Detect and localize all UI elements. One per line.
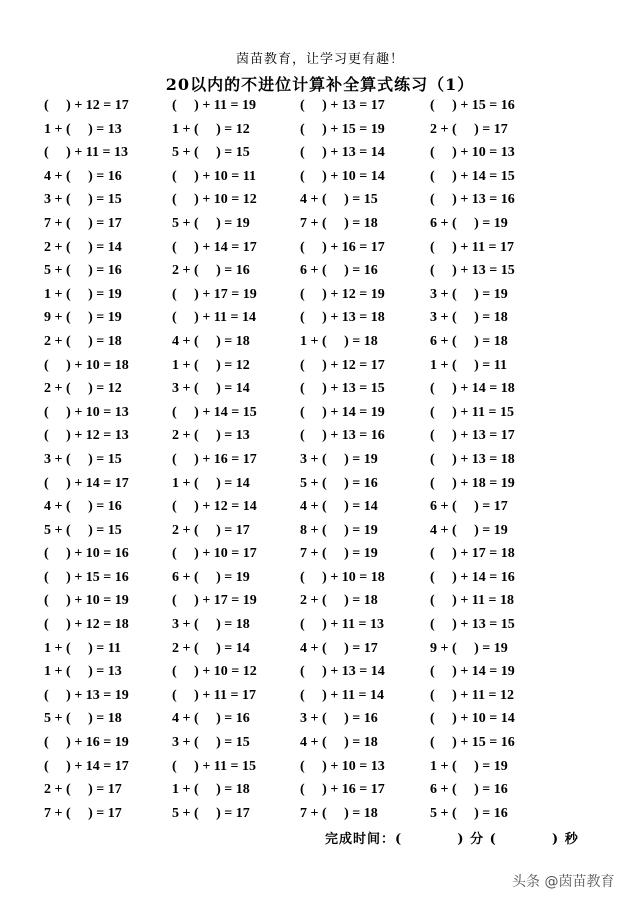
exercise-item: ( ) + 10 = 17 — [172, 546, 257, 562]
exercise-item: ( ) + 15 = 16 — [44, 569, 129, 585]
exercise-item: 3 + ( ) = 14 — [172, 381, 250, 397]
exercise-item: ( ) + 16 = 17 — [172, 451, 257, 467]
exercise-item: ( ) + 13 = 15 — [300, 381, 385, 397]
exercise-item: ( ) + 16 = 19 — [44, 735, 129, 751]
page-header: 茵苗教育，让学习更有趣！ — [235, 52, 404, 67]
exercise-item: 3 + ( ) = 19 — [300, 451, 378, 467]
exercise-item: ( ) + 10 = 19 — [44, 593, 129, 609]
exercise-item: ( ) + 11 = 18 — [430, 593, 515, 609]
exercise-item: 7 + ( ) = 18 — [300, 215, 378, 231]
exercise-item: 4 + ( ) = 16 — [44, 168, 122, 184]
exercise-item: 7 + ( ) = 18 — [300, 805, 378, 821]
exercise-item: 2 + ( ) = 13 — [172, 428, 250, 444]
exercise-item: ( ) + 15 = 19 — [300, 121, 385, 137]
exercise-item: 6 + ( ) = 16 — [300, 263, 378, 279]
exercise-item: ( ) + 10 = 11 — [172, 168, 257, 184]
exercise-item: 4 + ( ) = 18 — [300, 735, 378, 751]
exercise-item: ( ) + 13 = 18 — [300, 310, 385, 326]
exercise-item: ( ) + 12 = 13 — [44, 428, 129, 444]
exercise-item: 3 + ( ) = 15 — [44, 192, 122, 208]
exercise-item: ( ) + 11 = 14 — [300, 687, 385, 703]
exercise-item: 5 + ( ) = 17 — [172, 805, 250, 821]
exercise-item: ( ) + 13 = 14 — [300, 145, 385, 161]
exercise-item: 4 + ( ) = 19 — [430, 522, 508, 538]
exercise-item: 2 + ( ) = 17 — [430, 121, 508, 137]
exercise-item: ( ) + 13 = 15 — [430, 263, 515, 279]
exercise-item: 2 + ( ) = 14 — [172, 640, 250, 656]
exercise-item: ( ) + 13 = 19 — [44, 687, 129, 703]
exercise-item: ( ) + 10 = 18 — [300, 569, 385, 585]
exercise-item: ( ) + 13 = 15 — [430, 617, 515, 633]
exercise-item: ( ) + 10 = 13 — [300, 758, 385, 774]
exercise-item: 6 + ( ) = 17 — [430, 499, 508, 515]
exercise-item: ( ) + 17 = 19 — [172, 593, 257, 609]
exercise-item: 3 + ( ) = 18 — [430, 310, 508, 326]
exercise-item: ( ) + 10 = 16 — [44, 546, 129, 562]
exercise-grid — [44, 94, 604, 825]
exercise-item: ( ) + 11 = 12 — [430, 687, 515, 703]
exercise-item: 1 + ( ) = 18 — [300, 333, 378, 349]
exercise-item: ( ) + 10 = 13 — [430, 145, 515, 161]
exercise-item: 2 + ( ) = 18 — [300, 593, 378, 609]
exercise-item: 8 + ( ) = 19 — [300, 522, 378, 538]
watermark: 头条 @茵苗教育 — [512, 874, 615, 890]
exercise-item: 1 + ( ) = 19 — [430, 758, 508, 774]
exercise-item: ( ) + 16 = 17 — [300, 239, 385, 255]
exercise-item: 2 + ( ) = 17 — [172, 522, 250, 538]
exercise-item: 2 + ( ) = 17 — [44, 782, 122, 798]
exercise-item: 3 + ( ) = 18 — [172, 617, 250, 633]
exercise-item: 3 + ( ) = 19 — [430, 286, 508, 302]
exercise-item: ( ) + 13 = 16 — [430, 192, 515, 208]
exercise-item: ( ) + 14 = 18 — [430, 381, 515, 397]
exercise-item: ( ) + 11 = 15 — [172, 758, 257, 774]
exercise-item: 5 + ( ) = 18 — [44, 711, 122, 727]
exercise-item: 3 + ( ) = 15 — [44, 451, 122, 467]
exercise-item: ( ) + 15 = 16 — [430, 98, 515, 113]
exercise-item: ( ) + 14 = 19 — [430, 664, 515, 680]
exercise-item: ( ) + 10 = 12 — [172, 664, 257, 680]
exercise-item: 3 + ( ) = 16 — [300, 711, 378, 727]
exercise-item: ( ) + 17 = 19 — [172, 286, 257, 302]
exercise-item: ( ) + 12 = 17 — [300, 357, 385, 373]
exercise-item: ( ) + 13 = 14 — [300, 664, 385, 680]
exercise-item: 4 + ( ) = 14 — [300, 499, 378, 515]
exercise-item: 5 + ( ) = 16 — [300, 475, 378, 491]
exercise-item: 1 + ( ) = 12 — [172, 121, 250, 137]
exercise-item: ( ) + 17 = 18 — [430, 546, 515, 562]
exercise-item: ( ) + 13 = 18 — [430, 451, 515, 467]
exercise-item: 1 + ( ) = 13 — [44, 121, 122, 137]
exercise-item: ( ) + 11 = 17 — [430, 239, 515, 255]
exercise-item: ( ) + 10 = 18 — [44, 357, 129, 373]
exercise-item: ( ) + 11 = 19 — [172, 98, 257, 113]
exercise-item: ( ) + 12 = 18 — [44, 617, 129, 633]
exercise-item: 2 + ( ) = 14 — [44, 239, 122, 255]
exercise-item: ( ) + 14 = 19 — [300, 404, 385, 420]
worksheet-title: 20以内的不进位计算补全算式练习（1） — [165, 75, 475, 94]
exercise-item: 9 + ( ) = 19 — [430, 640, 508, 656]
exercise-item: 6 + ( ) = 19 — [172, 569, 250, 585]
exercise-item: 1 + ( ) = 11 — [430, 357, 508, 373]
exercise-item: ( ) + 13 = 17 — [430, 428, 515, 444]
exercise-item: 4 + ( ) = 15 — [300, 192, 378, 208]
exercise-item: 4 + ( ) = 16 — [172, 711, 250, 727]
exercise-item: ( ) + 16 = 17 — [300, 782, 385, 798]
exercise-item: ( ) + 12 = 17 — [44, 98, 129, 113]
exercise-item: ( ) + 12 = 14 — [172, 499, 257, 515]
exercise-item: 6 + ( ) = 18 — [430, 333, 508, 349]
exercise-item: ( ) + 14 = 17 — [44, 475, 129, 491]
exercise-item: 5 + ( ) = 15 — [172, 145, 250, 161]
exercise-item: 1 + ( ) = 14 — [172, 475, 250, 491]
exercise-item: 2 + ( ) = 16 — [172, 263, 250, 279]
exercise-item: ( ) + 15 = 16 — [430, 735, 515, 751]
exercise-item: 5 + ( ) = 15 — [44, 522, 122, 538]
exercise-item: 7 + ( ) = 17 — [44, 805, 122, 821]
exercise-item: 2 + ( ) = 12 — [44, 381, 122, 397]
exercise-item: ( ) + 11 = 13 — [300, 617, 385, 633]
exercise-item: 1 + ( ) = 11 — [44, 640, 122, 656]
exercise-item: ( ) + 11 = 14 — [172, 310, 257, 326]
exercise-item: ( ) + 11 = 13 — [44, 145, 129, 161]
exercise-item: 2 + ( ) = 18 — [44, 333, 122, 349]
exercise-item: 4 + ( ) = 18 — [172, 333, 250, 349]
exercise-item: 4 + ( ) = 16 — [44, 499, 122, 515]
exercise-item: 7 + ( ) = 19 — [300, 546, 378, 562]
exercise-item: 1 + ( ) = 12 — [172, 357, 250, 373]
exercise-item: ( ) + 11 = 17 — [172, 687, 257, 703]
exercise-item: ( ) + 13 = 16 — [300, 428, 385, 444]
exercise-item: 4 + ( ) = 17 — [300, 640, 378, 656]
exercise-item: 5 + ( ) = 16 — [44, 263, 122, 279]
exercise-item: ( ) + 13 = 17 — [300, 98, 385, 113]
exercise-item: 5 + ( ) = 16 — [430, 805, 508, 821]
exercise-item: ( ) + 14 = 15 — [430, 168, 515, 184]
exercise-item: ( ) + 10 = 13 — [44, 404, 129, 420]
exercise-item: 6 + ( ) = 19 — [430, 215, 508, 231]
exercise-item: 5 + ( ) = 19 — [172, 215, 250, 231]
exercise-item: ( ) + 12 = 19 — [300, 286, 385, 302]
completion-time: 完成时间：( ) 分 ( ) 秒 — [325, 832, 579, 847]
exercise-item: ( ) + 14 = 17 — [44, 758, 129, 774]
exercise-item: ( ) + 10 = 12 — [172, 192, 257, 208]
exercise-item: ( ) + 14 = 16 — [430, 569, 515, 585]
exercise-item: 6 + ( ) = 16 — [430, 782, 508, 798]
exercise-item: 1 + ( ) = 18 — [172, 782, 250, 798]
exercise-item: 3 + ( ) = 15 — [172, 735, 250, 751]
exercise-item: ( ) + 14 = 17 — [172, 239, 257, 255]
exercise-item: ( ) + 10 = 14 — [430, 711, 515, 727]
exercise-item: ( ) + 14 = 15 — [172, 404, 257, 420]
exercise-item: ( ) + 18 = 19 — [430, 475, 515, 491]
exercise-item: 1 + ( ) = 13 — [44, 664, 122, 680]
exercise-item: ( ) + 11 = 15 — [430, 404, 515, 420]
exercise-item: 1 + ( ) = 19 — [44, 286, 122, 302]
exercise-item: 9 + ( ) = 19 — [44, 310, 122, 326]
exercise-item: ( ) + 10 = 14 — [300, 168, 385, 184]
exercise-item: 7 + ( ) = 17 — [44, 215, 122, 231]
